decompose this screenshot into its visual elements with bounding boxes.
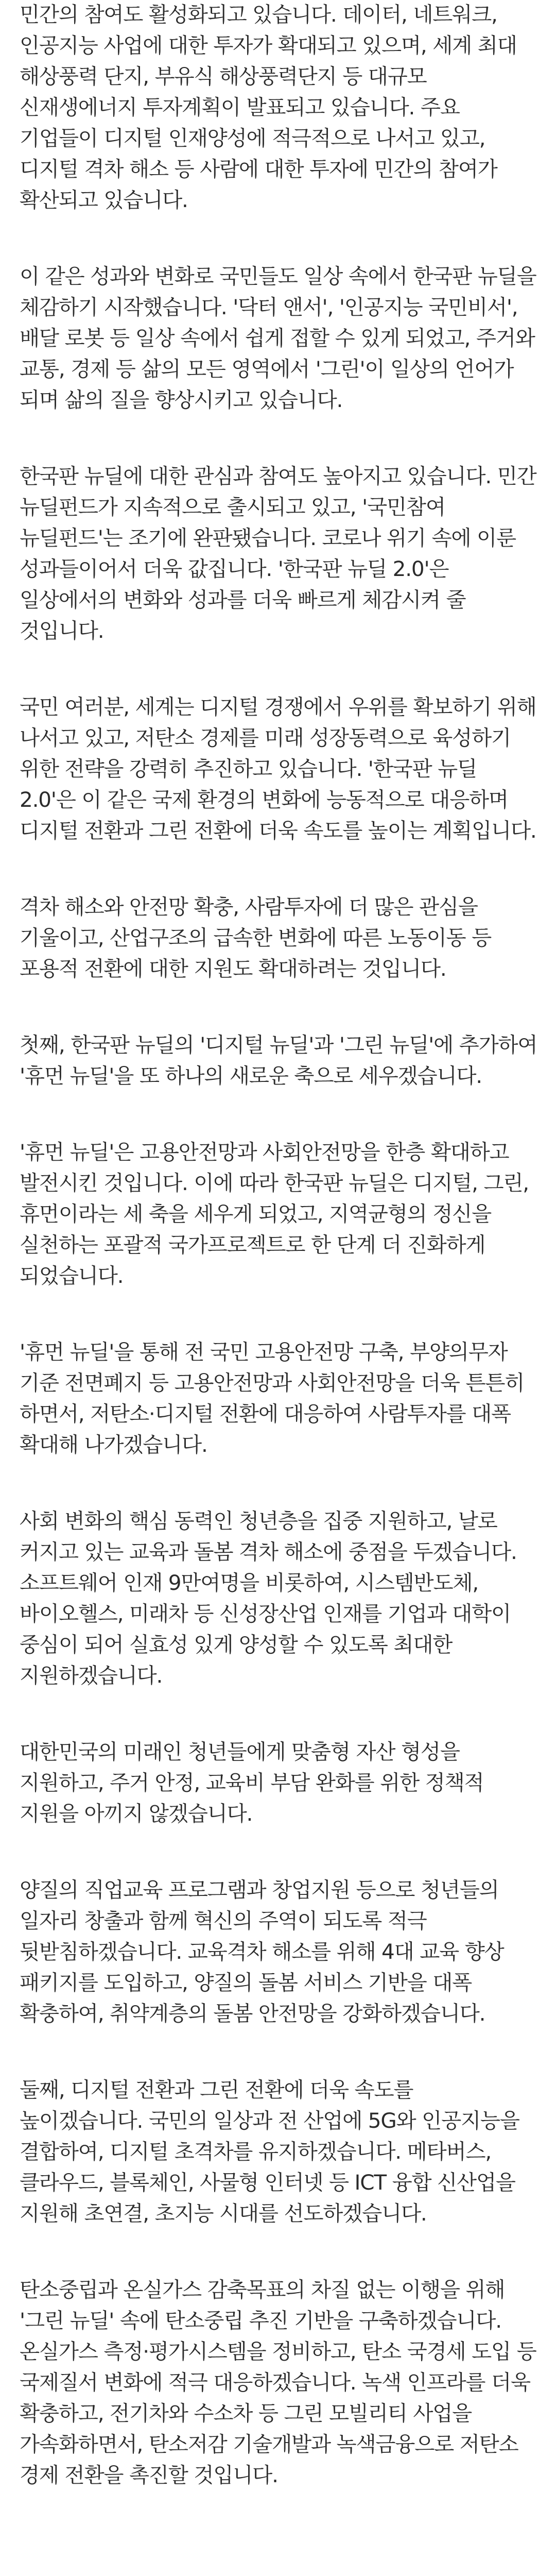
- paragraph-education-care: 양질의 직업교육 프로그램과 창업지원 등으로 청년들의 일자리 창출과 함께 혁신의 주역이 되도록 적극 뒷받침하겠습니다. 교육격차 해소를 위해 4대 교육 향상 패키지를 도입하고, 양질의 돌봄 서비스 기반을 대폭 확충하여, 취약계층의 돌봄 안전망을 강화하겠습니다.: [20, 1877, 504, 2026]
- paragraph-daily-life-results: 이 같은 성과와 변화로 국민들도 일상 속에서 한국판 뉴딜을 체감하기 시작했습니다. '닥터 앤서', '인공지능 국민비서', 배달 로봇 등 일상 속에서 쉽게 접할 수 있게 되었고, 주거와 교통, 경제 등 삶의 모든 영역에서 '그린'이 일상의 언어가 되며 삶의 질을 향상시키고 있습니다.: [20, 264, 536, 412]
- paragraph-private-participation: 민간의 참여도 활성화되고 있습니다. 데이터, 네트워크, 인공지능 사업에 대한 투자가 확대되고 있으며, 세계 최대 해상풍력 단지, 부유식 해상풍력단지 등 대규모 신재생에너지 투자계획이 발표되고 있습니다. 주요 기업들이 디지털 인재양성에 적극적으로 나서고 있고, 디지털 격차 해소 등 사람에 대한 투자에 민간의 참여가 확산되고 있습니다.: [20, 2, 517, 212]
- paragraph-first-human-new-deal: 첫째, 한국판 뉴딜의 '디지털 뉴딜'과 '그린 뉴딜'에 추가하여 '휴먼 뉴딜'을 또 하나의 새로운 축으로 세우겠습니다.: [20, 1032, 537, 1088]
- paragraph-spacer: [20, 415, 537, 461]
- paragraph-spacer: [20, 1291, 537, 1336]
- paragraph-safety-net: '휴먼 뉴딜'을 통해 전 국민 고용안전망 구축, 부양의무자 기준 전면폐지 등 고용안전망과 사회안전망을 더욱 튼튼히 하면서, 저탄소·디지털 전환에 대응하여 사람투자를 대폭 확대해 나가겠습니다.: [20, 1340, 525, 1457]
- paragraph-youth-support: 사회 변화의 핵심 동력인 청년층을 집중 지원하고, 날로 커지고 있는 교육과 돌봄 격차 해소에 중점을 두겠습니다. 소프트웨어 인재 9만여명을 비롯하여, 시스템반도체, 바이오헬스, 미래차 등 신성장산업 인재를 기업과 대학이 중심이 되어 실효성 있게 양성할 수 있도록 최대한 지원하겠습니다.: [20, 1509, 517, 1688]
- paragraph-spacer: [20, 1829, 537, 1874]
- paragraph-second-digital-green: 둘째, 디지털 전환과 그린 전환에 더욱 속도를 높이겠습니다. 국민의 일상과 전 산업에 5G와 인공지능을 결합하여, 디지털 초격차를 유지하겠습니다. 메타버스, 클라우드, 블록체인, 사물형 인터넷 등 ICT 융합 신산업을 지원해 초연결, 초지능 시대를 선도하겠습니다.: [20, 2077, 519, 2226]
- paragraph-spacer: [20, 1691, 537, 1736]
- paragraph-global-competition: 국민 여러분, 세계는 디지털 경쟁에서 우위를 확보하기 위해 나서고 있고, 저탄소 경제를 미래 성장동력으로 육성하기 위한 전략을 강력히 추진하고 있습니다. '한국판 뉴딜 2.0'은 이 같은 국제 환경의 변화에 능동적으로 대응하며 디지털 전환과 그린 전환에 더욱 속도를 높이는 계획입니다.: [20, 694, 536, 843]
- paragraph-carbon-neutrality: 탄소중립과 온실가스 감축목표의 차질 없는 이행을 위해 '그린 뉴딜' 속에 탄소중립 추진 기반을 구축하겠습니다. 온실가스 측정·평가시스템을 정비하고, 탄소 국경세 도입 등 국제질서 변화에 적극 대응하겠습니다. 녹색 인프라를 더욱 확충하고, 전기차와 수소차 등 그린 모빌리티 사업을 가속화하면서, 탄소저감 기술개발과 녹색금융으로 저탄소 경제 전환을 촉진할 것입니다.: [20, 2277, 536, 2487]
- paragraph-inclusive-transition: 격차 해소와 안전망 확충, 사람투자에 더 많은 관심을 기울이고, 산업구조의 급속한 변화에 따른 노동이동 등 포용적 전환에 대한 지원도 확대하려는 것입니다.: [20, 894, 492, 981]
- paragraph-spacer: [20, 1460, 537, 1505]
- paragraph-spacer: [20, 984, 537, 1029]
- paragraph-new-deal-fund: 한국판 뉴딜에 대한 관심과 참여도 높아지고 있습니다. 민간 뉴딜펀드가 지속적으로 출시되고 있고, '국민참여 뉴딜펀드'는 조기에 완판됐습니다. 코로나 위기 속에 이룬 성과들이어서 더욱 값집니다. '한국판 뉴딜 2.0'은 일상에서의 변화와 성과를 더욱 빠르게 체감시켜 줄 것입니다.: [20, 464, 536, 643]
- paragraph-youth-assets: 대한민국의 미래인 청년들에게 맞춤형 자산 형성을 지원하고, 주거 안정, 교육비 부담 완화를 위한 정책적 지원을 아끼지 않겠습니다.: [20, 1739, 484, 1826]
- paragraph-spacer: [20, 2029, 537, 2074]
- paragraph-spacer: [20, 215, 537, 261]
- paragraph-spacer: [20, 646, 537, 691]
- paragraph-spacer: [20, 1091, 537, 1137]
- paragraph-spacer: [20, 846, 537, 891]
- paragraph-human-new-deal-definition: '휴먼 뉴딜'은 고용안전망과 사회안전망을 한층 확대하고 발전시킨 것입니다. 이에 따라 한국판 뉴딜은 디지털, 그린, 휴먼이라는 세 축을 세우게 되었고, 지역균형의 정신을 실천하는 포괄적 국가프로젝트로 한 단계 더 진화하게 되었습니다.: [20, 1140, 529, 1288]
- paragraph-spacer: [20, 2229, 537, 2274]
